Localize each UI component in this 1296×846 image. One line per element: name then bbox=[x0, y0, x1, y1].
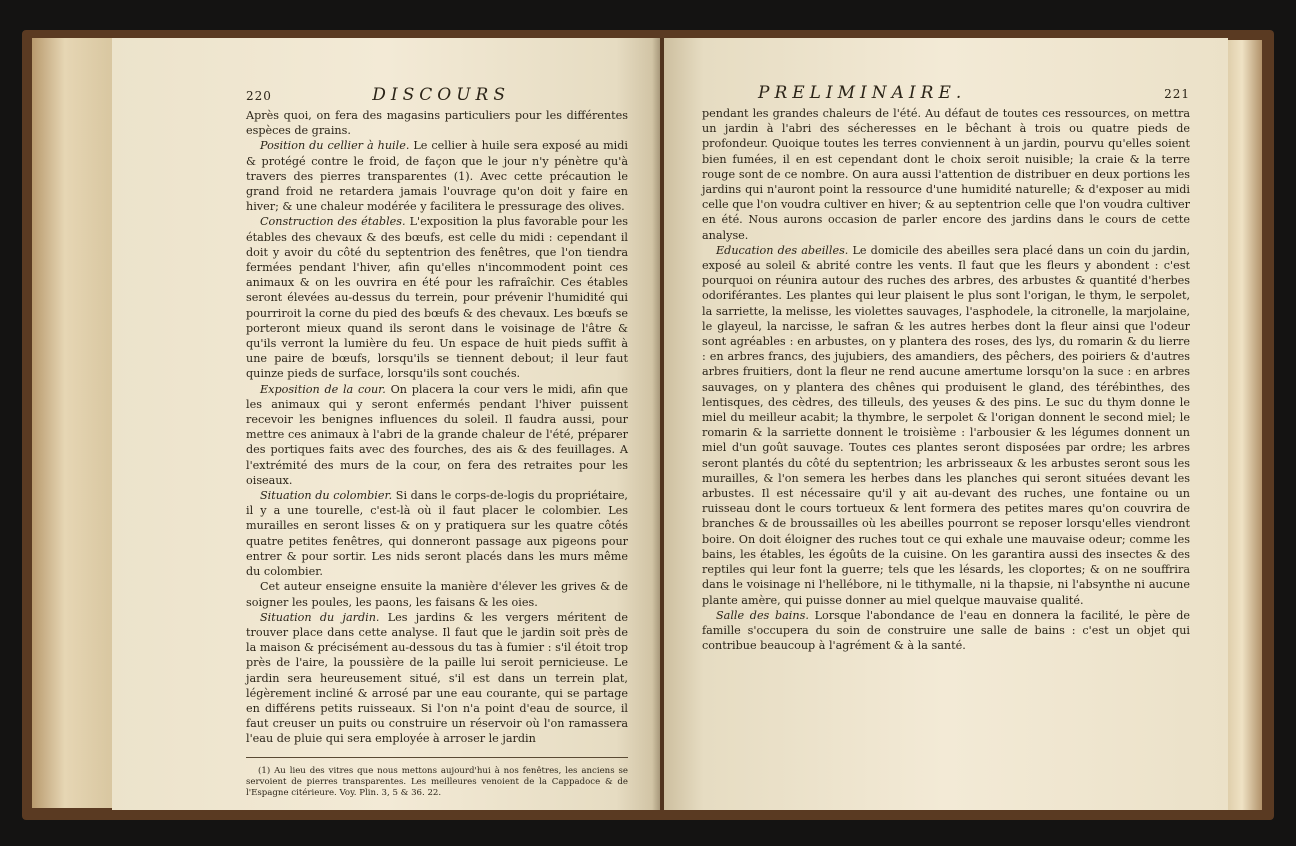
right-head-title: PRELIMINAIRE. bbox=[758, 83, 967, 103]
marginal-heading: Salle des bains. bbox=[716, 608, 809, 622]
left-page-text bbox=[246, 108, 628, 747]
left-page-number: 220 bbox=[246, 89, 272, 103]
paragraph: pendant les grandes chaleurs de l'été. Au défaut de toutes ces ressources, on mettra un jardin à l'abri des sécheresses en le bêchant à trois ou quatre pieds de profondeur. Quoique toutes les terres conviennent à un jardin, pourvu qu'elles soient bien fumées, il en est cependant dont le choix seroit nuisible; la craie & la terre rouge sont de ce nombre. On aura aussi l'attention de distribuer en deux portions les jardins qui n'auront point la ressource d'une humidité naturelle; & d'exposer au midi celle que l'on voudra cultiver en hiver; & au septentrion celle que l'on voudra cultiver en été. Nous aurons occasion de parler encore des jardins dans le cours de cette analyse. bbox=[702, 107, 1190, 242]
marginal-heading: Position du cellier à huile. bbox=[260, 139, 410, 153]
paragraph: Exposition de la cour. On placera la cour vers le midi, afin que les animaux qui y seront enfermés pendant l'hiver puissent recevoir les benignes influences du soleil. Il faudra aussi, pour mettre ces animaux à l'abri de la grande chaleur de l'été, préparer des portiques faits avec des fourches, des ais & des feuillages. A l'extrémité des murs de la cour, on fera des retraites pour les oiseaux. bbox=[246, 382, 628, 487]
marginal-heading: Situation du colombier. bbox=[260, 489, 393, 503]
paragraph: Position du cellier à huile. Le cellier à huile sera exposé au midi & protégé contre le froid, de façon que le jour n'y pénètre qu'à travers des pierres transparentes (1). Avec cette précaution le grand froid ne retardera jamais l'ouvrage qu'on doit y faire en hiver; & une chaleur modérée y facilitera le pressurage des olives. bbox=[246, 139, 628, 214]
marginal-heading: Situation du jardin. bbox=[260, 610, 380, 624]
marginal-heading: Exposition de la cour. bbox=[260, 382, 386, 396]
marginal-heading: Construction des étables. bbox=[260, 215, 406, 229]
paragraph: Education des abeilles. Le domicile des abeilles sera placé dans un coin du jardin, exposé au soleil & abrité contre les vents. Il faut que les fleurs y abondent : c'est pourquoi on réunira autour des ruches des arbres, des arbustes & quantité d'herbes odoriférantes. Les plantes qui leur plaisent le plus sont l'origan, le thym, le serpolet, la sarriette, la melisse, les violettes sauvages, l'asphodele, la citronelle, la marjolaine, le glayeul, la narcisse, le safran & les autres herbes dont la fleur ainsi que l'odeur sont agréables : en arbustes, on y plantera des roses, des lys, du romarin & du lierre : en arbres francs, des jujubiers, des amandiers, des pêchers, des poiriers & d'autres arbres fruitiers, dont la fleur ne rend aucune amertume lorsqu'on la suce : en arbres sauvages, on y plantera des chênes qui produisent le gland, des térébinthes, des lentisques, des cèdres, des tilleuls, des yeuses & des pins. Le suc du thym donne le miel du meilleur acabit; la thymbre, le serpolet & l'origan donnent le second miel; le romarin & la sarriette donnent le troisième : l'arbousier & les légumes donnent un miel d'un goût sauvage. Toutes ces plantes seront disposées par ordre; les arbres seront plantés du côté du septentrion; les arbrisseaux & les arbustes seront sous les murailles, & l'on semera les herbes dans les planches qui seront situées devant les arbustes. Il est nécessaire qu'il y ait au-devant des ruches, une fontaine ou un ruisseau dont le cours tortueux & lent formera des petites mares qu'on couvrira de branches & de broussailles où les abeilles pourront se reposer lorsqu'elles viendront boire. On doit éloigner des ruches tout ce qui exhale une mauvaise odeur; comme les bains, les étables, les égoûts de la cuisine. On les garantira aussi des insectes & des reptiles qui leur font la guerre; tels que les lésards, les cloportes; & on ne souffrira dans le voisinage ni l'hellébore, ni le tithymalle, ni la thapsie, ni l'absynthe ni aucune plante amère, qui puisse donner au miel quelque mauvaise qualité. bbox=[702, 243, 1190, 607]
paragraph: Situation du jardin. Les jardins & les vergers méritent de trouver place dans cette analyse. Il faut que le jardin soit près de la maison & précisément au-dessous du tas à fumier : s'il étoit trop près de l'aire, la poussière de la paille lui seroit pernicieuse. Le jardin sera heureusement situé, s'il est dans un terrein plat, légèrement incliné & arrosé par une eau courante, qui se partage en différens petits ruisseaux. Si l'on n'a point d'eau de source, il faut creuser un puits ou construire un réservoir où l'on ramassera l'eau de pluie qui sera employée à arroser le jardin bbox=[246, 610, 628, 746]
left-page bbox=[112, 38, 660, 810]
right-page-text bbox=[702, 106, 1190, 653]
paragraph: Après quoi, on fera des magasins particuliers pour les différentes espèces de grains. bbox=[246, 109, 628, 138]
footnote: (1) Au lieu des vitres que nous mettons aujourd'hui à nos fenêtres, les anciens se servoient de pierres transparentes. Les meilleures venoient de la Cappadoce & de l'Espagne citérieure. Voy. Plin. 3, 5 & 36. 22. bbox=[246, 766, 628, 799]
right-running-head bbox=[702, 83, 1190, 106]
paragraph: Situation du colombier. Si dans le corps-de-logis du propriétaire, il y a une tourelle, c'est-là où il faut placer le colombier. Les murailles en seront lisses & on y pratiquera sur les quatre côtés quatre petites fenêtres, qui donneront passage aux pigeons pour entrer & pour sortir. Les nids seront placés dans les murs même du colombier. bbox=[246, 489, 628, 579]
page-edges-left bbox=[32, 38, 114, 808]
marginal-heading: Education des abeilles. bbox=[716, 243, 849, 257]
paragraph: Salle des bains. Lorsque l'abondance de l'eau en donnera la facilité, le père de famille s'occupera du soin de construire une salle de bains : c'est un objet qui contribue beaucoup à l'agrément & à la santé. bbox=[702, 608, 1190, 653]
paragraph: Cet auteur enseigne ensuite la manière d'élever les grives & de soigner les poules, les paons, les faisans & les oies. bbox=[246, 580, 628, 609]
left-head-title: DISCOURS bbox=[372, 85, 510, 105]
footnote-rule bbox=[246, 757, 628, 758]
left-running-head bbox=[246, 85, 628, 108]
right-page-number: 221 bbox=[1164, 87, 1190, 101]
right-page bbox=[664, 38, 1228, 810]
page-edges-right bbox=[1222, 40, 1262, 810]
paragraph: Construction des étables. L'exposition la plus favorable pour les étables des chevaux & des bœufs, est celle du midi : cependant il doit y avoir du côté du septentrion des fenêtres, que l'on tiendra fermées pendant l'hiver, afin qu'elles n'incommodent point ces animaux & on les ouvrira en été pour les rafraîchir. Ces étables seront élevées au-dessus du terrein, pour prévenir l'humidité qui pourriroit la corne du pied des bœufs & des chevaux. Les bœufs se porteront mieux quand ils seront dans le voisinage de l'âtre & qu'ils verront la lumière du feu. Un espace de huit pieds suffit à une paire de bœufs, lorsqu'ils se tiennent debout; il leur faut quinze pieds de surface, lorsqu'ils sont couchés. bbox=[246, 215, 628, 381]
